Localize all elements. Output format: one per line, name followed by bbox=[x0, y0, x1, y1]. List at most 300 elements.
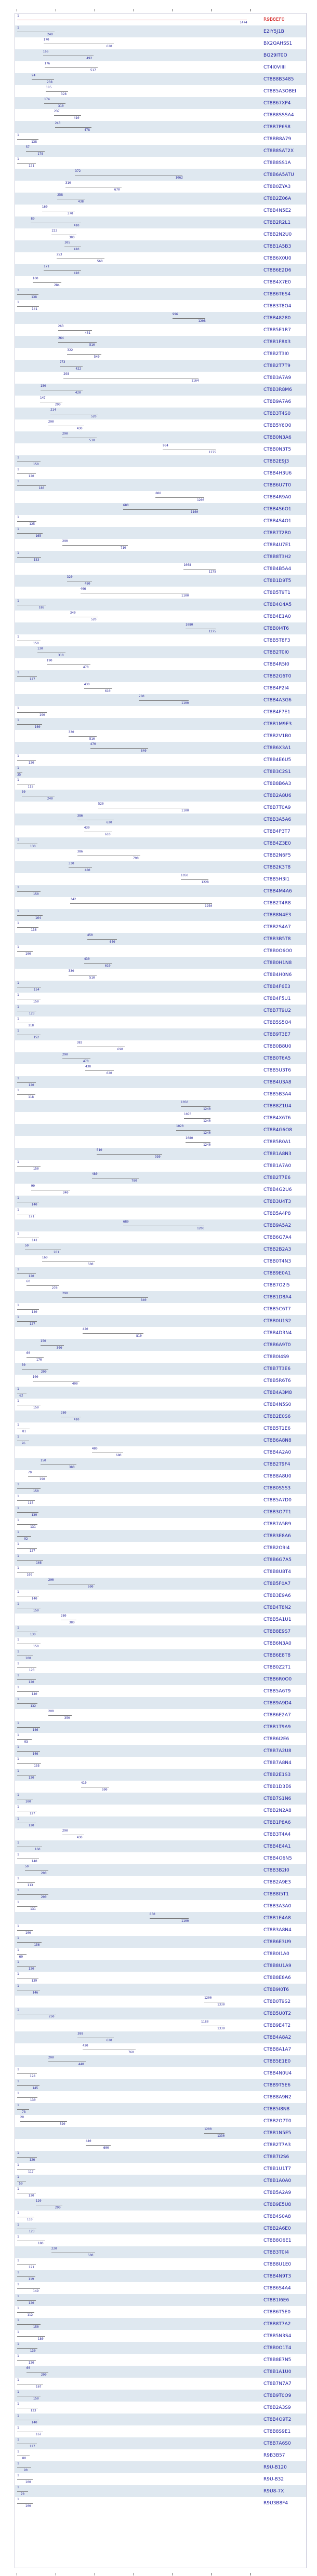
alignment-row[interactable] bbox=[15, 1363, 306, 1375]
alignment-row[interactable] bbox=[15, 1793, 306, 1805]
alignment-row[interactable] bbox=[15, 1781, 306, 1793]
alignment-row[interactable] bbox=[15, 2163, 306, 2175]
alignment-row[interactable] bbox=[15, 825, 306, 837]
alignment-row[interactable] bbox=[15, 1243, 306, 1255]
row-label[interactable]: CT8B6T6S4 bbox=[263, 292, 291, 297]
alignment-row[interactable] bbox=[15, 1112, 306, 1124]
row-label[interactable]: CT8B8SS1A bbox=[263, 160, 291, 166]
row-label[interactable]: CT8B6R0O0 bbox=[263, 1677, 292, 1682]
row-label[interactable]: CT8B7N7A7 bbox=[263, 2381, 292, 2387]
alignment-row[interactable] bbox=[15, 2366, 306, 2378]
alignment-row[interactable] bbox=[15, 13, 306, 25]
alignment-row[interactable] bbox=[15, 778, 306, 790]
alignment-row[interactable] bbox=[15, 1769, 306, 1781]
row-label[interactable]: CT8B2T4R8 bbox=[263, 901, 291, 906]
alignment-row[interactable] bbox=[15, 109, 306, 121]
row-label[interactable]: CT8B4E6U5 bbox=[263, 757, 292, 763]
row-label[interactable]: CT8B67XP4 bbox=[263, 101, 291, 106]
alignment-row[interactable] bbox=[15, 897, 306, 909]
row-label[interactable]: CT8B4A2A0 bbox=[263, 1450, 292, 1455]
alignment-row[interactable] bbox=[15, 2211, 306, 2222]
alignment-row[interactable] bbox=[15, 1028, 306, 1040]
alignment-row[interactable] bbox=[15, 431, 306, 443]
row-label[interactable]: CT8B7A8N4 bbox=[263, 1760, 292, 1766]
alignment-row[interactable] bbox=[15, 288, 306, 300]
alignment-row[interactable] bbox=[15, 2031, 306, 2043]
row-label[interactable]: CT8B5C6T7 bbox=[263, 1307, 291, 1312]
row-label[interactable]: CT8B2T7T9 bbox=[263, 363, 290, 369]
alignment-row[interactable] bbox=[15, 467, 306, 479]
alignment-row[interactable] bbox=[15, 2354, 306, 2366]
row-label[interactable]: CT8B9E0A1 bbox=[263, 1271, 291, 1276]
row-label[interactable]: CT8B2A9E3 bbox=[263, 1880, 291, 1885]
row-label[interactable]: CT8B2N2U0 bbox=[263, 232, 292, 237]
alignment-row[interactable] bbox=[15, 837, 306, 849]
alignment-row[interactable] bbox=[15, 205, 306, 216]
row-label[interactable]: CT8B3E8A6 bbox=[263, 1534, 291, 1539]
row-label[interactable]: CT8B2S4A7 bbox=[263, 925, 291, 930]
row-label[interactable]: CT8B4A8A2 bbox=[263, 2035, 292, 2040]
alignment-row[interactable] bbox=[15, 814, 306, 825]
row-label[interactable]: CT8B8Z1U4 bbox=[263, 1104, 292, 1109]
alignment-row[interactable] bbox=[15, 145, 306, 157]
row-label[interactable]: CT8B4R9A0 bbox=[263, 495, 292, 500]
row-label[interactable]: CT8B5E1E0 bbox=[263, 2059, 291, 2064]
row-label[interactable]: CT8B0S5S3 bbox=[263, 1486, 291, 1491]
row-label[interactable]: CT8B4O4A5 bbox=[263, 602, 292, 607]
row-label[interactable]: CT8B5R0A1 bbox=[263, 1140, 292, 1145]
alignment-row[interactable] bbox=[15, 1745, 306, 1757]
alignment-row[interactable] bbox=[15, 515, 306, 527]
alignment-row[interactable] bbox=[15, 694, 306, 706]
row-label[interactable]: CT8B7T0A9 bbox=[263, 805, 291, 810]
row-label[interactable]: CT8B7A5R9 bbox=[263, 1522, 292, 1527]
alignment-row[interactable] bbox=[15, 324, 306, 336]
alignment-row[interactable] bbox=[15, 1339, 306, 1351]
row-label[interactable]: CT8B6E2D6 bbox=[263, 268, 292, 273]
row-label[interactable]: CT8BB8A79 bbox=[263, 137, 292, 142]
alignment-row[interactable] bbox=[15, 1805, 306, 1816]
alignment-row[interactable] bbox=[15, 1709, 306, 1721]
row-label[interactable]: CT8B1D3E6 bbox=[263, 1784, 292, 1789]
row-label[interactable]: CT8B4S6O1 bbox=[263, 507, 292, 512]
alignment-row[interactable] bbox=[15, 1649, 306, 1661]
alignment-row[interactable] bbox=[15, 2234, 306, 2246]
alignment-row[interactable] bbox=[15, 2199, 306, 2211]
alignment-row[interactable] bbox=[15, 2414, 306, 2425]
alignment-row[interactable] bbox=[15, 1864, 306, 1876]
row-label[interactable]: CT8B6U7T0 bbox=[263, 483, 291, 488]
alignment-row[interactable] bbox=[15, 479, 306, 491]
row-label[interactable]: CT8B6T5E0 bbox=[263, 2310, 291, 2315]
alignment-row[interactable] bbox=[15, 157, 306, 169]
alignment-row[interactable] bbox=[15, 1148, 306, 1160]
row-label[interactable]: R9B3B57 bbox=[263, 2453, 285, 2458]
alignment-row[interactable] bbox=[15, 1100, 306, 1112]
alignment-row[interactable] bbox=[15, 216, 306, 228]
row-label[interactable]: CT8B0N3T5 bbox=[263, 447, 292, 452]
row-label[interactable]: CT8B3B5T8 bbox=[263, 937, 291, 942]
alignment-row[interactable] bbox=[15, 1064, 306, 1076]
row-label[interactable]: CT8B4E1A0 bbox=[263, 614, 291, 619]
alignment-row[interactable] bbox=[15, 2079, 306, 2091]
alignment-row[interactable] bbox=[15, 2390, 306, 2402]
row-label[interactable]: CT8B5Y6O0 bbox=[263, 423, 292, 428]
alignment-row[interactable] bbox=[15, 1458, 306, 1470]
row-label[interactable]: CT8B4T8N2 bbox=[263, 1605, 292, 1610]
row-label[interactable]: CT8B8E7N5 bbox=[263, 2357, 292, 2363]
row-label[interactable]: CT8B9A7A6 bbox=[263, 399, 292, 404]
alignment-row[interactable] bbox=[15, 2306, 306, 2318]
alignment-row[interactable] bbox=[15, 1697, 306, 1709]
row-label[interactable]: CT8B5N3S4 bbox=[263, 2334, 292, 2339]
alignment-row[interactable] bbox=[15, 1876, 306, 1888]
row-label[interactable]: CT8B2T7E6 bbox=[263, 1175, 291, 1181]
alignment-row[interactable] bbox=[15, 622, 306, 634]
row-label[interactable]: CT8B2A3S9 bbox=[263, 2405, 291, 2410]
row-label[interactable]: CT8B2T7A3 bbox=[263, 2143, 291, 2148]
row-label[interactable]: CT8B2G6T0 bbox=[263, 674, 292, 679]
alignment-row[interactable] bbox=[15, 1076, 306, 1088]
alignment-row[interactable] bbox=[15, 85, 306, 97]
row-label[interactable]: CT8B2B2A3 bbox=[263, 1247, 292, 1252]
alignment-row[interactable] bbox=[15, 1542, 306, 1554]
alignment-row[interactable] bbox=[15, 718, 306, 730]
alignment-row[interactable] bbox=[15, 1291, 306, 1303]
alignment-row[interactable] bbox=[15, 1614, 306, 1625]
row-label[interactable]: CT8B4A3G6 bbox=[263, 698, 292, 703]
row-label[interactable]: CT8B0B8U0 bbox=[263, 1044, 292, 1049]
row-label[interactable]: CT8B5R6T6 bbox=[263, 1378, 291, 1384]
row-label[interactable]: CT8B8N4E3 bbox=[263, 913, 292, 918]
row-label[interactable]: CT8B4B5A4 bbox=[263, 566, 292, 572]
alignment-row[interactable] bbox=[15, 181, 306, 193]
alignment-row[interactable] bbox=[15, 1912, 306, 1924]
row-label[interactable]: CT8B5A1U1 bbox=[263, 1617, 292, 1622]
row-label[interactable]: CT8B2A8U6 bbox=[263, 793, 292, 798]
alignment-row[interactable] bbox=[15, 981, 306, 993]
row-label[interactable]: CT8B5I8N8 bbox=[263, 2107, 290, 2112]
row-label[interactable]: CT8B3A3A0 bbox=[263, 1904, 292, 1909]
row-label[interactable]: CT8B1I6E6 bbox=[263, 2298, 289, 2303]
row-label[interactable]: CT8B5T9T1 bbox=[263, 590, 290, 595]
alignment-row[interactable] bbox=[15, 1554, 306, 1566]
row-label[interactable]: CT8B3A7A9 bbox=[263, 375, 292, 381]
row-label[interactable]: CT8B8E8A6 bbox=[263, 1975, 291, 1981]
row-label[interactable]: CT8B0ZYA3 bbox=[263, 184, 291, 189]
alignment-row[interactable] bbox=[15, 503, 306, 515]
alignment-row[interactable] bbox=[15, 1757, 306, 1769]
alignment-row[interactable] bbox=[15, 228, 306, 240]
row-label[interactable]: CT8B0H1N8 bbox=[263, 960, 292, 966]
row-label[interactable]: CT8B1U1T7 bbox=[263, 2166, 291, 2172]
row-label[interactable]: CT8B8U8T4 bbox=[263, 1569, 291, 1575]
alignment-row[interactable] bbox=[15, 551, 306, 563]
alignment-row[interactable] bbox=[15, 2043, 306, 2055]
row-label[interactable]: CT8B7A6S0 bbox=[263, 2441, 291, 2446]
row-label[interactable]: CT8B1P8A6 bbox=[263, 1820, 291, 1825]
alignment-row[interactable] bbox=[15, 1088, 306, 1100]
alignment-row[interactable] bbox=[15, 1267, 306, 1279]
row-label[interactable]: CT8B0I1A0 bbox=[263, 1951, 289, 1957]
alignment-row[interactable] bbox=[15, 1219, 306, 1231]
row-label[interactable]: CT8B1A5B3 bbox=[263, 244, 292, 249]
alignment-row[interactable] bbox=[15, 2151, 306, 2163]
alignment-row[interactable] bbox=[15, 2127, 306, 2139]
alignment-row[interactable] bbox=[15, 2258, 306, 2270]
alignment-row[interactable] bbox=[15, 2019, 306, 2031]
alignment-row[interactable] bbox=[15, 1387, 306, 1399]
alignment-row[interactable] bbox=[15, 419, 306, 431]
row-label[interactable]: CT8B2E1S3 bbox=[263, 1772, 291, 1778]
row-label[interactable]: CT8B5A4P8 bbox=[263, 1211, 291, 1216]
row-label[interactable]: CT8B1A7A0 bbox=[263, 1163, 292, 1169]
row-label[interactable]: CT8B3B2I0 bbox=[263, 1868, 289, 1873]
alignment-row[interactable] bbox=[15, 169, 306, 181]
row-label[interactable]: CT8B1D8A4 bbox=[263, 1295, 292, 1300]
row-label[interactable]: CT8B5U0T2 bbox=[263, 2011, 291, 2016]
row-label[interactable]: R9B8EF0 bbox=[263, 17, 285, 22]
alignment-row[interactable] bbox=[15, 2330, 306, 2342]
row-label[interactable]: CT8B8S9E1 bbox=[263, 2429, 291, 2434]
alignment-row[interactable] bbox=[15, 491, 306, 503]
row-label[interactable]: CT8B3E9A6 bbox=[263, 1593, 291, 1598]
row-label[interactable]: CT8B4P2I4 bbox=[263, 686, 289, 691]
row-label[interactable]: CT8B5T8F3 bbox=[263, 638, 290, 643]
row-label[interactable]: CT8B6G7A5 bbox=[263, 1557, 292, 1563]
row-label[interactable]: CT8B4X7E0 bbox=[263, 280, 291, 285]
row-label[interactable]: CT8B0I4T6 bbox=[263, 626, 289, 631]
alignment-row[interactable] bbox=[15, 1303, 306, 1315]
row-label[interactable]: CT8B7T9U2 bbox=[263, 1008, 291, 1013]
row-label[interactable]: CT8B4N9T3 bbox=[263, 2274, 292, 2279]
row-label[interactable]: CT8B1N5E5 bbox=[263, 2131, 292, 2136]
alignment-row[interactable] bbox=[15, 1351, 306, 1363]
alignment-row[interactable] bbox=[15, 97, 306, 109]
alignment-row[interactable] bbox=[15, 1602, 306, 1614]
alignment-row[interactable] bbox=[15, 1996, 306, 2008]
alignment-row[interactable] bbox=[15, 1327, 306, 1339]
row-label[interactable]: CT8B3A8N4 bbox=[263, 1928, 292, 1933]
alignment-row[interactable] bbox=[15, 2437, 306, 2449]
alignment-row[interactable] bbox=[15, 993, 306, 1005]
alignment-row[interactable] bbox=[15, 264, 306, 276]
row-label[interactable]: CT8B1D9T5 bbox=[263, 578, 292, 584]
alignment-row[interactable] bbox=[15, 1840, 306, 1852]
row-label[interactable]: CT8B6A9T0 bbox=[263, 1343, 291, 1348]
alignment-row[interactable] bbox=[15, 1375, 306, 1387]
alignment-row[interactable] bbox=[15, 121, 306, 133]
alignment-row[interactable] bbox=[15, 1005, 306, 1016]
alignment-row[interactable] bbox=[15, 1661, 306, 1673]
alignment-row[interactable] bbox=[15, 25, 306, 37]
alignment-row[interactable] bbox=[15, 2497, 306, 2509]
alignment-row[interactable] bbox=[15, 873, 306, 885]
alignment-row[interactable] bbox=[15, 1434, 306, 1446]
row-label[interactable]: CT8B8B3485 bbox=[263, 77, 294, 82]
alignment-row[interactable] bbox=[15, 348, 306, 360]
alignment-row[interactable] bbox=[15, 2378, 306, 2390]
alignment-row[interactable] bbox=[15, 885, 306, 897]
alignment-row[interactable] bbox=[15, 1172, 306, 1184]
row-label[interactable]: CT8B6X0U0 bbox=[263, 256, 292, 261]
row-label[interactable]: CT8B8A9N2 bbox=[263, 2095, 292, 2100]
row-label[interactable]: CT8B0T6A5 bbox=[263, 1056, 291, 1061]
row-label[interactable]: CT8B9I0T6 bbox=[263, 1987, 289, 1992]
alignment-row[interactable] bbox=[15, 766, 306, 778]
alignment-row[interactable] bbox=[15, 1852, 306, 1864]
alignment-row[interactable] bbox=[15, 1984, 306, 1996]
row-label[interactable]: CT8B2O9I4 bbox=[263, 1545, 290, 1551]
row-label[interactable]: CT8B5E1R7 bbox=[263, 328, 291, 333]
alignment-row[interactable] bbox=[15, 754, 306, 766]
alignment-row[interactable] bbox=[15, 1446, 306, 1458]
alignment-row[interactable] bbox=[15, 945, 306, 957]
alignment-row[interactable] bbox=[15, 2067, 306, 2079]
alignment-row[interactable] bbox=[15, 2461, 306, 2473]
alignment-row[interactable] bbox=[15, 587, 306, 599]
alignment-row[interactable] bbox=[15, 336, 306, 348]
row-label[interactable]: CT8B7O2I5 bbox=[263, 1283, 290, 1288]
row-label[interactable]: CT8B6E2A7 bbox=[263, 1713, 291, 1718]
row-label[interactable]: CT8B8T3H2 bbox=[263, 554, 292, 560]
row-label[interactable]: R9U8-7X bbox=[263, 2489, 284, 2494]
row-label[interactable]: CT8B5A6T9 bbox=[263, 1689, 291, 1694]
alignment-row[interactable] bbox=[15, 2103, 306, 2115]
row-label[interactable]: CT8B8T7A2 bbox=[263, 2322, 291, 2327]
row-label[interactable]: CT8B9T3E7 bbox=[263, 1032, 291, 1037]
row-label[interactable]: CT8B1E4A8 bbox=[263, 1916, 291, 1921]
alignment-row[interactable] bbox=[15, 1136, 306, 1148]
row-label[interactable]: CT8B6G7A4 bbox=[263, 1235, 292, 1240]
row-label[interactable]: CT8B0N3A6 bbox=[263, 435, 292, 440]
row-label[interactable]: CT8B4U7E1 bbox=[263, 543, 292, 548]
row-label[interactable]: CT8B3T0I4 bbox=[263, 2250, 289, 2255]
alignment-row[interactable] bbox=[15, 2187, 306, 2199]
row-label[interactable]: CT8B3O7T1 bbox=[263, 1510, 292, 1515]
row-label[interactable]: CT8B0Z2T1 bbox=[263, 1665, 291, 1670]
alignment-row[interactable] bbox=[15, 2270, 306, 2282]
alignment-row[interactable] bbox=[15, 2485, 306, 2497]
alignment-row[interactable] bbox=[15, 861, 306, 873]
alignment-row[interactable] bbox=[15, 1972, 306, 1984]
alignment-row[interactable] bbox=[15, 658, 306, 670]
row-label[interactable]: BQ29IT0O bbox=[263, 53, 287, 58]
row-label[interactable]: CT8B8U1A9 bbox=[263, 1963, 292, 1969]
alignment-row[interactable] bbox=[15, 2246, 306, 2258]
row-label[interactable]: CT8B3U4T3 bbox=[263, 1199, 291, 1204]
alignment-row[interactable] bbox=[15, 1124, 306, 1136]
alignment-row[interactable] bbox=[15, 1960, 306, 1972]
row-label[interactable]: CT8B0O6O0 bbox=[263, 948, 293, 954]
alignment-row[interactable] bbox=[15, 849, 306, 861]
alignment-row[interactable] bbox=[15, 1196, 306, 1208]
alignment-row[interactable] bbox=[15, 2055, 306, 2067]
alignment-row[interactable] bbox=[15, 133, 306, 145]
alignment-row[interactable] bbox=[15, 1399, 306, 1411]
row-label[interactable]: CT8B8A8U0 bbox=[263, 1474, 292, 1479]
alignment-row[interactable] bbox=[15, 1255, 306, 1267]
alignment-row[interactable] bbox=[15, 300, 306, 312]
alignment-row[interactable] bbox=[15, 682, 306, 694]
alignment-row[interactable] bbox=[15, 1422, 306, 1434]
alignment-row[interactable] bbox=[15, 1279, 306, 1291]
row-label[interactable]: CT8B9E5U8 bbox=[263, 2202, 292, 2207]
alignment-row[interactable] bbox=[15, 921, 306, 933]
alignment-row[interactable] bbox=[15, 73, 306, 85]
alignment-row[interactable] bbox=[15, 360, 306, 372]
alignment-row[interactable] bbox=[15, 1566, 306, 1578]
alignment-row[interactable] bbox=[15, 1040, 306, 1052]
row-label[interactable]: CT8B2N6F5 bbox=[263, 853, 291, 858]
alignment-row[interactable] bbox=[15, 2294, 306, 2306]
alignment-row[interactable] bbox=[15, 372, 306, 384]
alignment-row[interactable] bbox=[15, 1494, 306, 1506]
alignment-row[interactable] bbox=[15, 1016, 306, 1028]
row-label[interactable]: CT8B4N5E2 bbox=[263, 208, 292, 213]
alignment-row[interactable] bbox=[15, 37, 306, 49]
row-label[interactable]: CT8B2E9J3 bbox=[263, 459, 289, 464]
alignment-row[interactable] bbox=[15, 1816, 306, 1828]
row-label[interactable]: CT8B9T5E6 bbox=[263, 2083, 291, 2088]
alignment-row[interactable] bbox=[15, 1673, 306, 1685]
row-label[interactable]: CT8B4G2U6 bbox=[263, 1187, 292, 1192]
row-label[interactable]: CT8B4U3A8 bbox=[263, 1080, 292, 1085]
row-label[interactable]: CT8B8O6E1 bbox=[263, 2238, 292, 2243]
row-label[interactable]: CT8B5U3T6 bbox=[263, 1068, 291, 1073]
alignment-row[interactable] bbox=[15, 2473, 306, 2485]
row-label[interactable]: CT8B6I2E6 bbox=[263, 1737, 289, 1742]
row-label[interactable]: CT8B4F6E3 bbox=[263, 984, 290, 989]
row-label[interactable]: CT8B2T3I0 bbox=[263, 351, 289, 357]
row-label[interactable]: CT8B2A6E0 bbox=[263, 2226, 291, 2231]
row-label[interactable]: CT8B9A5A2 bbox=[263, 1223, 292, 1228]
row-label[interactable]: CT8B7T2R0 bbox=[263, 531, 291, 536]
row-label[interactable]: CT8B8A1A7 bbox=[263, 2047, 292, 2052]
row-label[interactable]: CT8B1A8N3 bbox=[263, 1151, 292, 1157]
alignment-row[interactable] bbox=[15, 599, 306, 611]
alignment-row[interactable] bbox=[15, 61, 306, 73]
row-label[interactable]: CT8B5B3A4 bbox=[263, 1092, 292, 1097]
alignment-row[interactable] bbox=[15, 2091, 306, 2103]
alignment-row[interactable] bbox=[15, 1052, 306, 1064]
row-label[interactable]: CT8B48280 bbox=[263, 316, 291, 321]
alignment-row[interactable] bbox=[15, 1733, 306, 1745]
alignment-row[interactable] bbox=[15, 2318, 306, 2330]
alignment-row[interactable] bbox=[15, 611, 306, 622]
row-label[interactable]: CT8B0T9S2 bbox=[263, 1999, 291, 2004]
alignment-row[interactable] bbox=[15, 443, 306, 455]
row-label[interactable]: CT8B4H0N6 bbox=[263, 972, 292, 978]
row-label[interactable]: CT8B2Z06A bbox=[263, 196, 292, 201]
row-label[interactable]: CT8B8U1E0 bbox=[263, 2262, 292, 2267]
alignment-row[interactable] bbox=[15, 1900, 306, 1912]
alignment-row[interactable] bbox=[15, 634, 306, 646]
alignment-row[interactable] bbox=[15, 1184, 306, 1196]
alignment-row[interactable] bbox=[15, 706, 306, 718]
row-label[interactable]: CT8B5A3OBEI bbox=[263, 89, 296, 94]
row-label[interactable]: CT8B2E0S6 bbox=[263, 1414, 291, 1419]
row-label[interactable]: CT8B5H3I1 bbox=[263, 877, 290, 882]
alignment-row[interactable] bbox=[15, 1231, 306, 1243]
row-label[interactable]: CT8B1M9E3 bbox=[263, 722, 292, 727]
row-label[interactable]: CT8B0U1S2 bbox=[263, 1319, 292, 1324]
alignment-row[interactable] bbox=[15, 1888, 306, 1900]
alignment-row[interactable] bbox=[15, 957, 306, 969]
alignment-row[interactable] bbox=[15, 790, 306, 802]
row-label[interactable]: CT8B3T8O4 bbox=[263, 304, 292, 309]
row-label[interactable]: CT8B7A2U8 bbox=[263, 1748, 292, 1754]
